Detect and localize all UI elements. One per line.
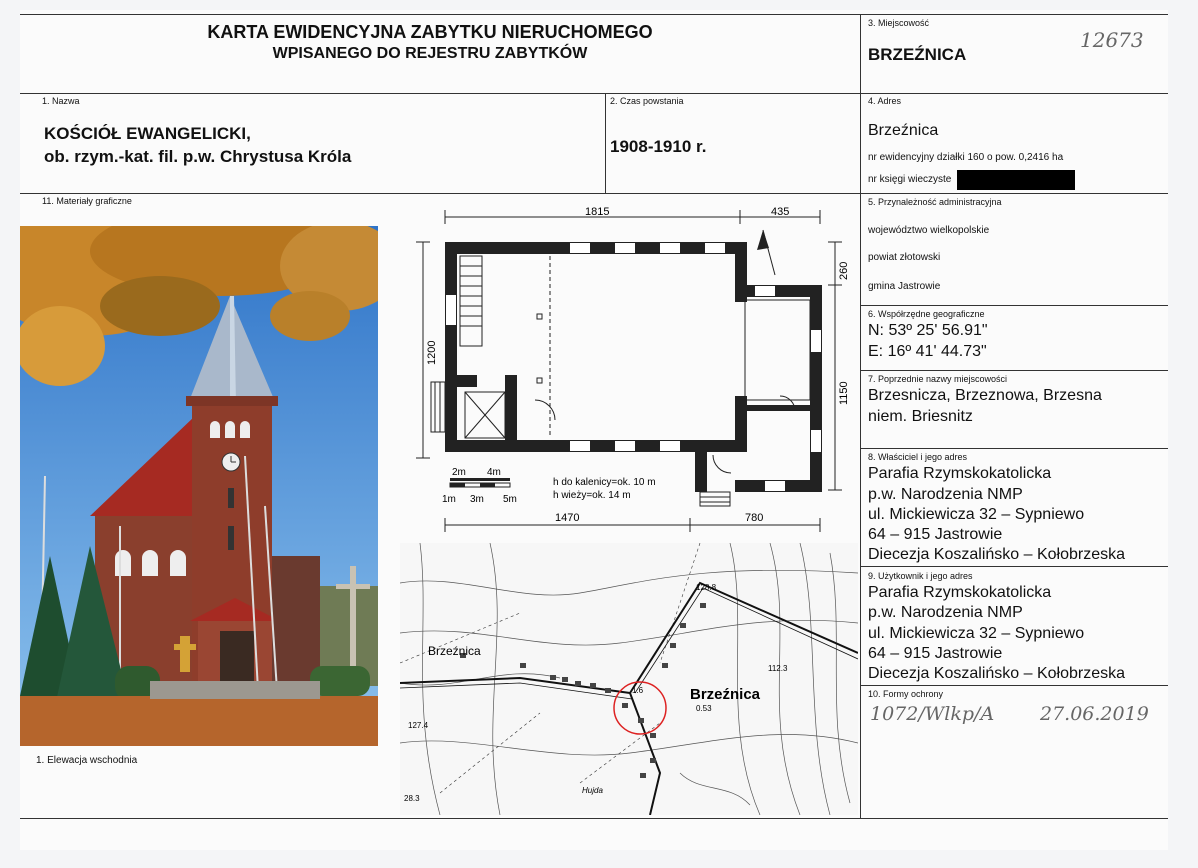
map-place-hujda: Hujda (582, 786, 603, 795)
owner-line: Diecezja Koszalińsko – Kołobrzeska (868, 546, 1126, 563)
admin-voivodeship: województwo wielkopolskie (868, 225, 990, 236)
map-spot-height: 0.53 (696, 704, 712, 713)
row-divider-2 (20, 193, 860, 194)
coords-label: 6. Współrzędne geograficzne (868, 309, 985, 319)
owner-line: p.w. Narodzenia NMP (868, 486, 1023, 503)
date-divider (605, 93, 606, 193)
date-value: 1908-1910 r. (610, 137, 707, 156)
photo-caption: 1. Elewacja wschodnia (36, 755, 138, 766)
date-label: 2. Czas powstania (610, 96, 684, 106)
scale-4m: 4m (487, 467, 501, 478)
coords-lon: E: 16º 41' 44.73" (868, 343, 987, 360)
admin-commune: gmina Jastrowie (868, 281, 941, 292)
locality-label: 3. Miejscowość (868, 18, 930, 28)
map-spot-height: 112.3 (768, 664, 788, 673)
admin-label: 5. Przynależność administracyjna (868, 197, 1002, 207)
graphics-label: 11. Materiały graficzne (42, 196, 132, 206)
user-label: 9. Użytkownik i jego adres (868, 571, 973, 581)
right-divider-9 (860, 566, 1168, 567)
dim-right-top: 260 (838, 261, 850, 280)
locality-value: BRZEŹNICA (868, 45, 967, 64)
map-town-center: Brzeźnica (690, 686, 761, 703)
redaction-block (957, 170, 1075, 190)
dim-bottom-main: 1470 (555, 512, 580, 524)
row-divider-1 (20, 93, 1168, 94)
card-title: KARTA EWIDENCYJNA ZABYTKU NIERUCHOMEGO (207, 22, 653, 42)
dim-right: 1150 (838, 381, 850, 405)
scale-5m: 5m (503, 494, 517, 505)
map-town-left: Brzeźnica (428, 644, 481, 658)
map-spot-height: 28.3 (404, 794, 420, 803)
scale-3m: 3m (470, 494, 484, 505)
owner-line: ul. Mickiewicza 32 – Sypniewo (868, 506, 1085, 523)
name-label: 1. Nazwa (42, 96, 80, 106)
owner-line: Parafia Rzymskokatolicka (868, 465, 1052, 482)
dim-top-main: 1815 (585, 206, 610, 218)
map-spot-height: 128.8 (696, 583, 717, 592)
frame-top (20, 14, 1168, 15)
right-divider-10 (860, 685, 1168, 686)
map-spot-height: 127.4 (408, 721, 429, 730)
dim-top-tower: 435 (771, 206, 790, 218)
former-names-line2: niem. Briesnitz (868, 408, 973, 425)
note-ridge-height: h do kalenicy=ok. 10 m (553, 477, 656, 488)
card-subtitle: WPISANEGO DO REJESTRU ZABYTKÓW (272, 45, 588, 62)
protection-date: 27.06.2019 (1040, 703, 1149, 725)
map-spot-height: 1.6 (632, 686, 644, 695)
address-value: Brzeźnica (868, 122, 939, 139)
user-line: Diecezja Koszalińsko – Kołobrzeska (868, 665, 1126, 682)
former-names-label: 7. Poprzednie nazwy miejscowości (868, 374, 1008, 384)
former-names-line1: Brzesnicza, Brzeznowa, Brzesna (868, 387, 1102, 404)
frame-bottom (20, 818, 1168, 819)
floor-plan (395, 200, 860, 535)
user-line: ul. Mickiewicza 32 – Sypniewo (868, 625, 1085, 642)
address-land-register: nr księgi wieczyste (868, 174, 952, 185)
frame-divider-vertical (860, 14, 861, 818)
right-divider-7 (860, 370, 1168, 371)
protection-label: 10. Formy ochrony (868, 689, 944, 699)
church-photo (20, 226, 378, 746)
admin-county: powiat złotowski (868, 252, 941, 263)
owner-line: 64 – 915 Jastrowie (868, 526, 1003, 543)
right-divider-8 (860, 448, 1168, 449)
address-label: 4. Adres (868, 96, 902, 106)
scale-2m: 2m (452, 467, 466, 478)
note-tower-height: h wieży=ok. 14 m (553, 490, 631, 501)
address-parcel: nr ewidencyjny działki 160 o pow. 0,2416 ha (868, 152, 1064, 163)
owner-label: 8. Właściciel i jego adres (868, 452, 968, 462)
location-map (400, 543, 858, 815)
right-divider-6 (860, 305, 1168, 306)
dim-bottom-tower: 780 (745, 512, 764, 524)
name-line1: KOŚCIÓŁ EWANGELICKI, (44, 124, 251, 143)
user-line: Parafia Rzymskokatolicka (868, 584, 1052, 601)
user-line: p.w. Narodzenia NMP (868, 604, 1023, 621)
name-line2: ob. rzym.-kat. fil. p.w. Chrystusa Króla (44, 147, 352, 166)
right-divider-5 (860, 193, 1168, 194)
dim-left: 1200 (426, 340, 438, 365)
user-line: 64 – 915 Jastrowie (868, 645, 1003, 662)
coords-lat: N: 53º 25' 56.91" (868, 322, 988, 339)
ref-number: 12673 (1080, 28, 1144, 52)
protection-register: 1072/Wlkp/A (870, 703, 995, 725)
scale-1m: 1m (442, 494, 456, 505)
